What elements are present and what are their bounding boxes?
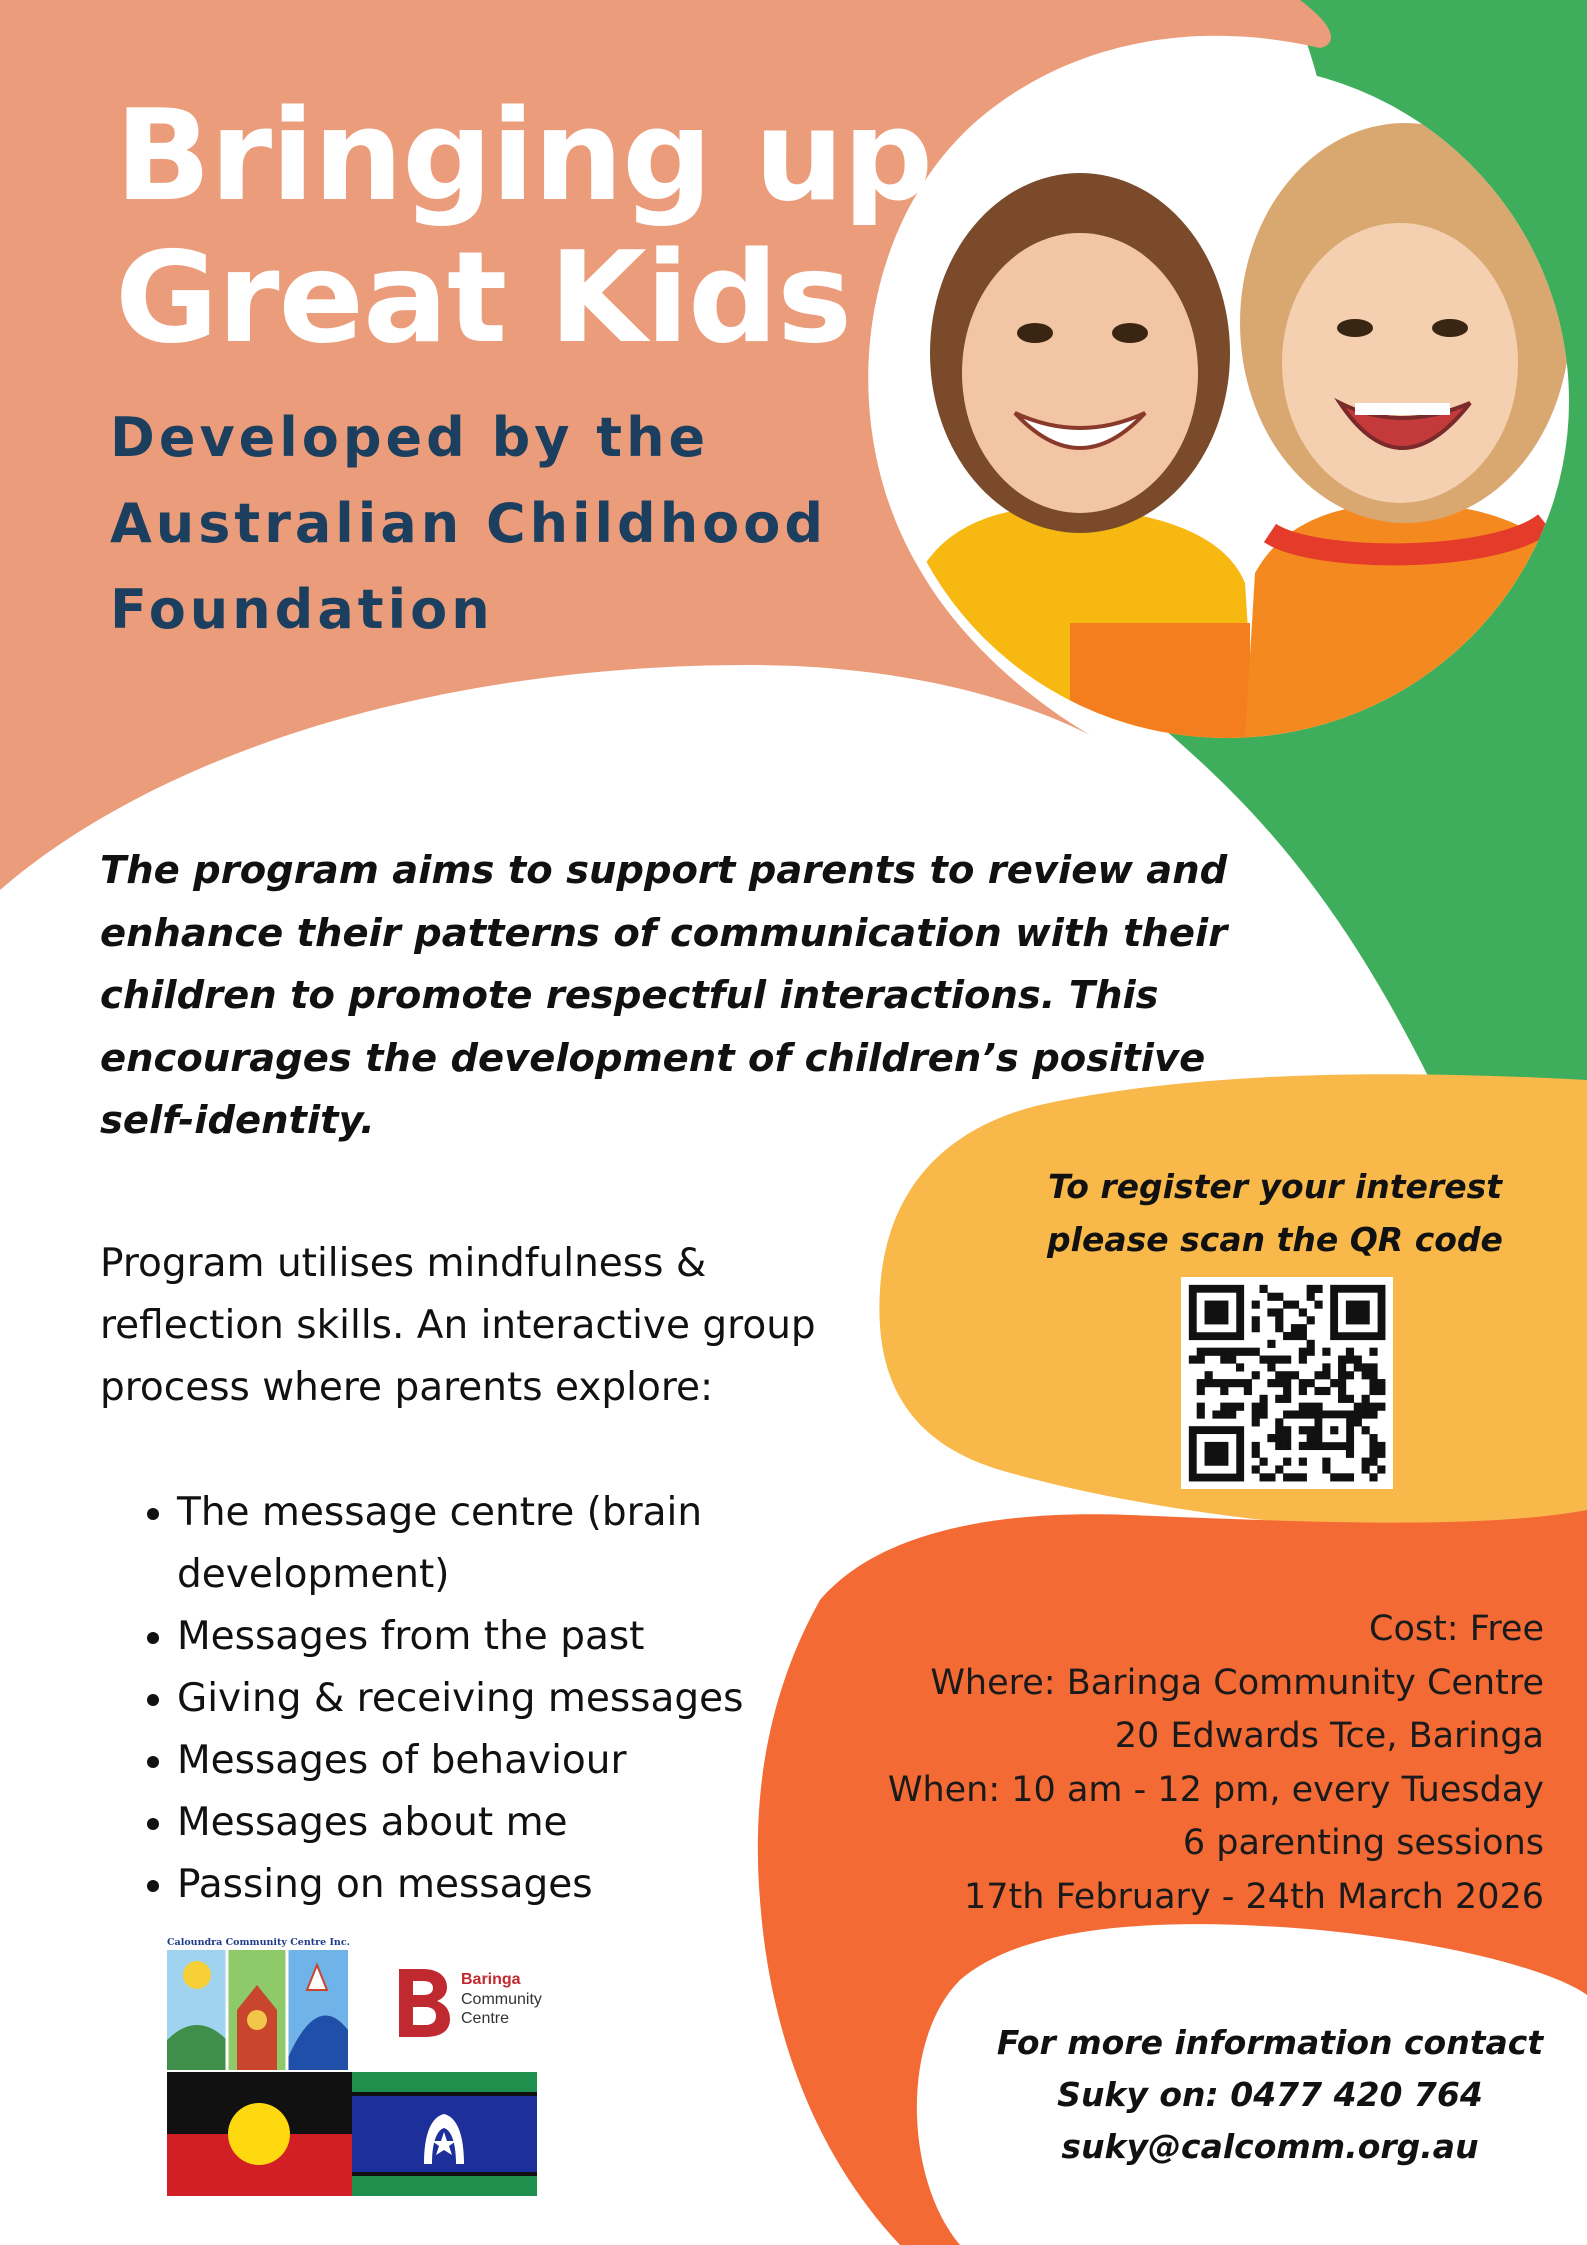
baringa-logo-sub1: Community <box>461 1991 542 2008</box>
torres-strait-islander-flag <box>352 2072 537 2196</box>
contact-line-1: For more information contact <box>996 2023 1544 2062</box>
register-line-2: please scan the QR code <box>1047 1220 1503 1259</box>
baringa-logo-sub2: Centre <box>461 2010 510 2027</box>
topic-item: • Messages about me <box>177 1792 857 1854</box>
main-title <box>115 82 933 371</box>
title-line-1: Bringing up <box>115 82 933 229</box>
baringa-b-icon <box>393 1965 453 2040</box>
program-description: Program utilises mindfulness & reflection skills. An interactive group process where parents explore: <box>100 1241 816 1410</box>
subtitle <box>110 395 827 653</box>
right-child-figure <box>1240 123 1570 738</box>
time-text: When: 10 am - 12 pm, every Tuesday <box>887 1769 1544 1810</box>
caloundra-community-centre-logo <box>167 1937 348 2070</box>
session-details <box>784 1603 1544 1924</box>
register-line-1: To register your interest <box>1047 1167 1503 1206</box>
baringa-logo-name: Baringa <box>461 1971 521 1988</box>
sessions-text: 6 parenting sessions <box>1182 1823 1544 1863</box>
dates-text: 17th February - 24th March 2026 <box>964 1876 1544 1917</box>
topic-item: • The message centre (brain development) <box>177 1482 857 1606</box>
contact-phone[interactable]: Suky on: 0477 420 764 <box>1057 2075 1483 2114</box>
children-photo <box>885 63 1570 738</box>
topic-item: • Giving & receiving messages <box>177 1668 857 1730</box>
calcomm-logo-text: Caloundra Community Centre Inc. <box>167 1937 350 1948</box>
contact-email[interactable]: suky@calcomm.org.au <box>1061 2127 1479 2166</box>
subtitle-line-2: Australian Childhood <box>110 492 828 555</box>
topic-item: • Passing on messages <box>177 1854 857 1916</box>
address-text: 20 Edwards Tce, Baringa <box>1114 1716 1544 1756</box>
register-callout <box>990 1160 1560 1266</box>
calcomm-logo-artwork <box>167 1950 348 2070</box>
baringa-community-centre-logo <box>393 1965 573 2040</box>
intro-paragraph: The program aims to support parents to review and enhance their patterns of communication with their children to promote respectful interactions. This encourages the development of children’s positive self-identity. <box>100 848 1228 1143</box>
left-child-figure <box>905 173 1255 738</box>
location-text: Where: Baringa Community Centre <box>930 1662 1544 1703</box>
topic-item: • Messages from the past <box>177 1606 857 1668</box>
qr-code[interactable] <box>1181 1277 1393 1489</box>
subtitle-line-1: Developed by the <box>110 406 710 469</box>
cost-text: Cost: Free <box>1369 1609 1544 1649</box>
aboriginal-flag <box>167 2072 352 2196</box>
topic-item: • Messages of behaviour <box>177 1730 857 1792</box>
title-line-2: Great Kids <box>115 224 852 371</box>
subtitle-line-3: Foundation <box>110 578 494 641</box>
contact-info <box>970 2017 1570 2173</box>
topic-list <box>130 1482 857 1916</box>
